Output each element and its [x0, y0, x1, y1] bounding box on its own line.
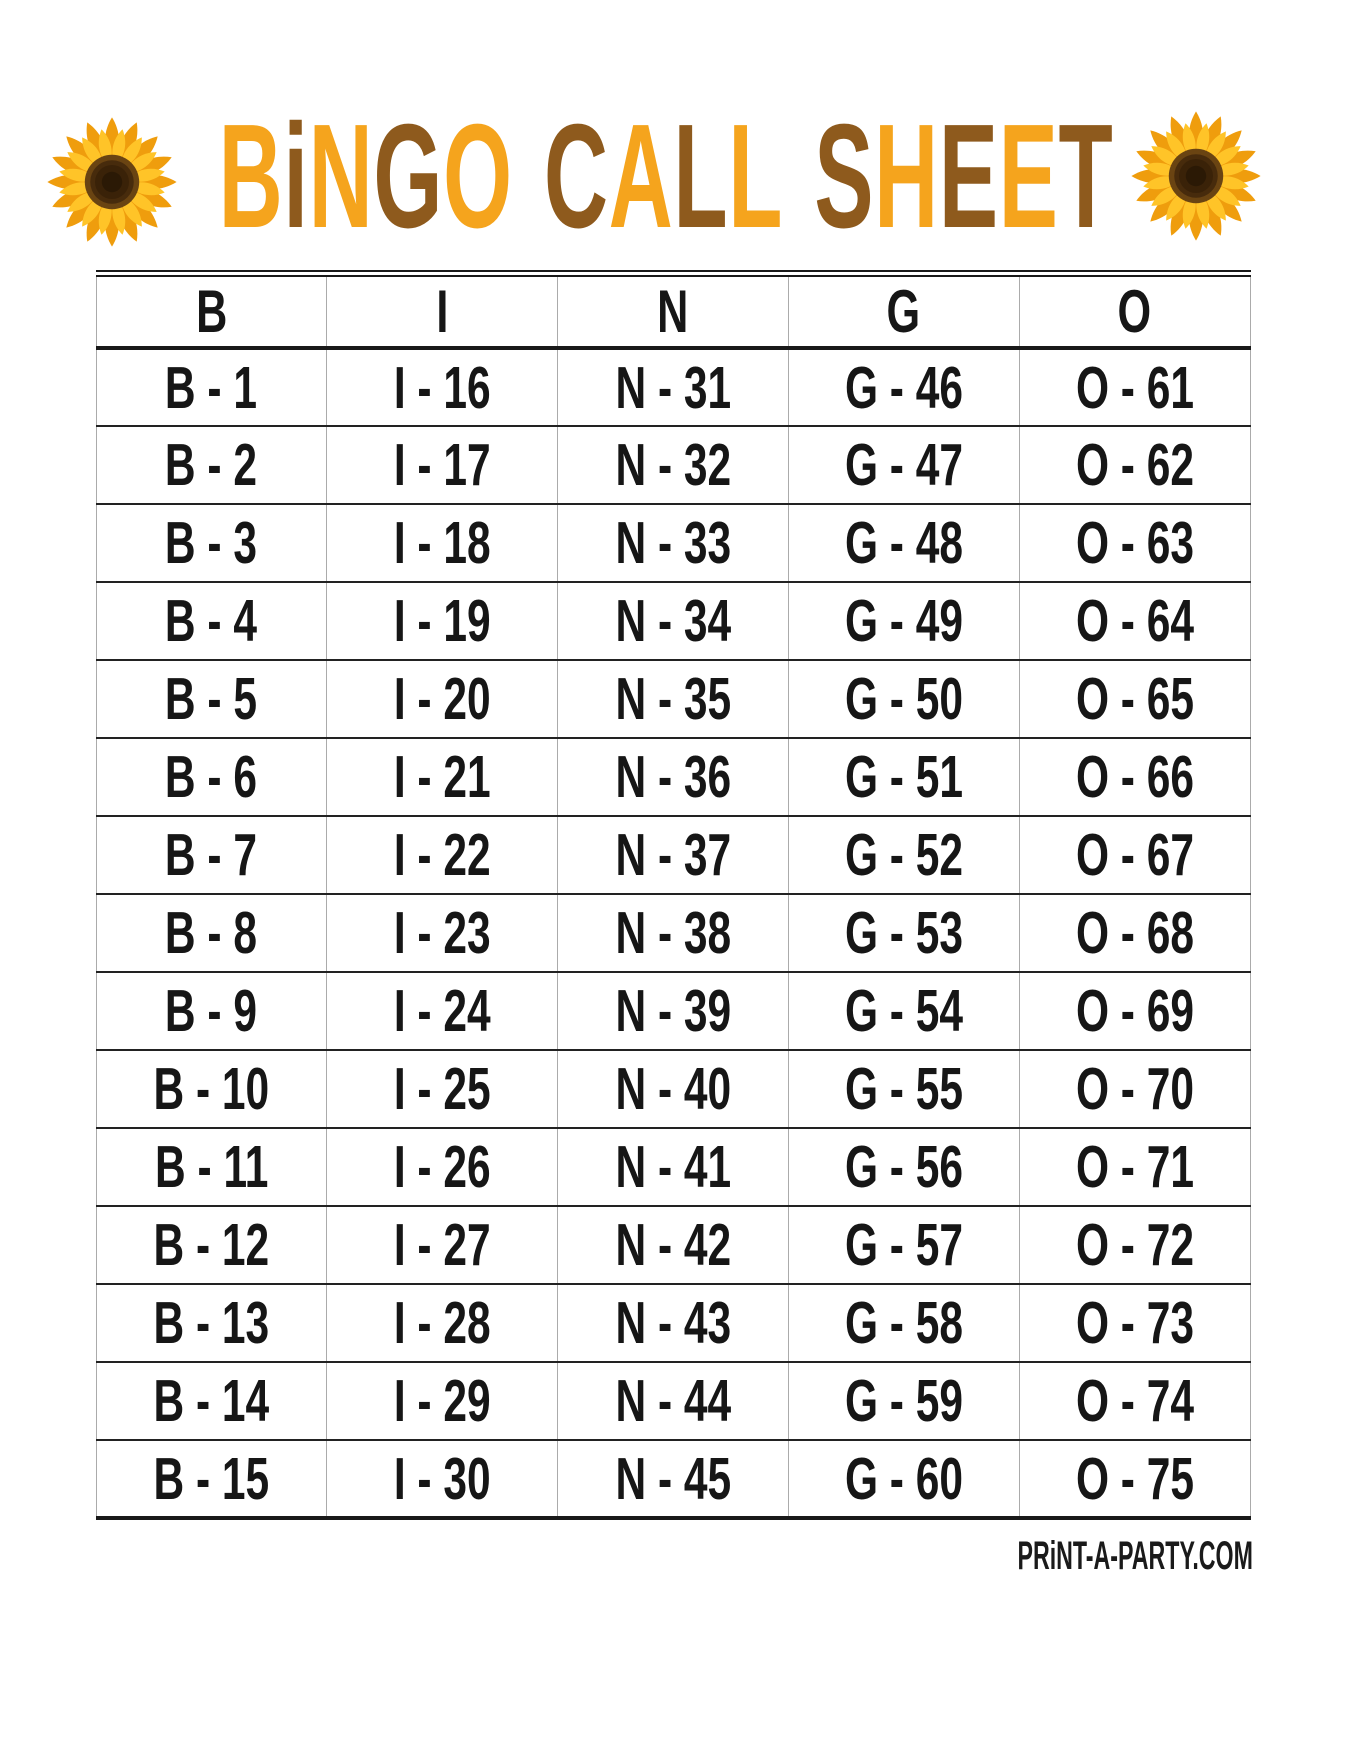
call-cell: [788, 1050, 1019, 1128]
call-cell-label: G - 47: [844, 432, 963, 498]
title-letter: L: [673, 94, 729, 259]
call-cell-label: G - 60: [844, 1445, 963, 1512]
call-cell: [558, 1206, 789, 1284]
call-cell-label: B - 4: [165, 588, 258, 654]
call-cell-label: I - 30: [393, 1445, 491, 1512]
column-header-I: [327, 274, 558, 349]
call-cell: [96, 426, 327, 504]
call-cell-label: O - 73: [1075, 1290, 1194, 1356]
title-letter: T: [1058, 94, 1114, 259]
call-cell: [788, 582, 1019, 660]
call-cell-label: N - 34: [615, 588, 731, 654]
call-cell-label: I - 24: [393, 978, 491, 1044]
table-row: [96, 582, 1250, 660]
call-cell-label: B - 3: [165, 510, 258, 576]
bingo-call-table: [96, 270, 1251, 1520]
table-body: [96, 348, 1250, 1518]
call-cell-label: G - 57: [844, 1212, 963, 1278]
table-row: [96, 1128, 1250, 1206]
table-row: [96, 1440, 1250, 1518]
call-cell-label: N - 32: [615, 432, 731, 498]
call-cell-label: O - 63: [1075, 510, 1194, 576]
page-title: [218, 94, 1114, 259]
call-cell-label: O - 67: [1075, 822, 1194, 888]
call-cell-label: N - 39: [615, 978, 731, 1044]
call-cell: [788, 1284, 1019, 1362]
call-cell-label: B - 14: [153, 1368, 270, 1434]
call-cell: [558, 504, 789, 582]
call-cell-label: N - 31: [615, 354, 731, 421]
call-cell-label: G - 48: [844, 510, 963, 576]
call-cell: [1019, 426, 1250, 504]
call-cell-label: B - 7: [165, 822, 258, 888]
column-header-N: [558, 274, 789, 349]
call-cell: [1019, 1440, 1250, 1518]
call-cell: [1019, 1284, 1250, 1362]
table-row: [96, 972, 1250, 1050]
call-cell: [96, 816, 327, 894]
table-header-row: [96, 274, 1250, 349]
call-cell-label: I - 16: [393, 354, 491, 421]
call-cell: [96, 1050, 327, 1128]
table-row: [96, 660, 1250, 738]
call-cell: [327, 504, 558, 582]
table-row: [96, 426, 1250, 504]
table-row: [96, 348, 1250, 426]
column-header-O: [1019, 274, 1250, 349]
title-letter: N: [308, 94, 374, 259]
call-cell: [327, 426, 558, 504]
call-cell: [96, 1128, 327, 1206]
call-cell: [1019, 1362, 1250, 1440]
call-cell-label: N - 37: [615, 822, 731, 888]
call-cell-label: G - 58: [844, 1290, 963, 1356]
call-cell: [788, 894, 1019, 972]
call-cell-label: O - 74: [1075, 1368, 1194, 1434]
call-cell: [327, 816, 558, 894]
table-row: [96, 504, 1250, 582]
call-cell-label: N - 43: [615, 1290, 731, 1356]
call-cell: [558, 1440, 789, 1518]
call-cell: [1019, 816, 1250, 894]
call-cell-label: G - 55: [844, 1056, 963, 1122]
call-cell-label: B - 13: [153, 1290, 270, 1356]
call-cell-label: I - 22: [393, 822, 491, 888]
title-letter: E: [998, 94, 1059, 259]
call-cell-label: B - 5: [165, 666, 258, 732]
call-cell: [96, 1440, 327, 1518]
call-cell: [96, 894, 327, 972]
call-cell: [558, 894, 789, 972]
call-cell-label: G - 56: [844, 1134, 963, 1200]
call-cell: [327, 738, 558, 816]
call-cell: [788, 972, 1019, 1050]
call-cell-label: I - 21: [393, 744, 491, 810]
title-letter: S: [814, 94, 875, 259]
call-cell: [96, 1362, 327, 1440]
call-cell-label: O - 61: [1075, 354, 1194, 421]
call-cell: [327, 582, 558, 660]
table-row: [96, 1284, 1250, 1362]
title-letter: C: [544, 94, 609, 259]
call-cell-label: G - 53: [844, 900, 963, 966]
call-cell-label: O - 70: [1075, 1056, 1194, 1122]
column-header-label: I: [436, 278, 449, 345]
call-cell-label: I - 17: [393, 432, 491, 498]
call-cell-label: N - 41: [615, 1134, 731, 1200]
call-cell-label: O - 69: [1075, 978, 1194, 1044]
call-cell-label: I - 28: [393, 1290, 491, 1356]
call-cell-label: B - 15: [153, 1445, 270, 1512]
call-cell-label: B - 6: [165, 744, 258, 810]
column-header-label: B: [195, 278, 227, 345]
call-cell: [327, 348, 558, 426]
call-cell: [788, 738, 1019, 816]
title-letter: L: [728, 94, 784, 259]
call-cell-label: B - 1: [165, 354, 258, 421]
call-cell-label: O - 62: [1075, 432, 1194, 498]
call-cell: [96, 582, 327, 660]
call-cell: [788, 426, 1019, 504]
call-cell: [327, 1440, 558, 1518]
call-cell-label: I - 29: [393, 1368, 491, 1434]
call-cell-label: N - 33: [615, 510, 731, 576]
footer: [0, 1536, 1253, 1576]
column-header-B: [96, 274, 327, 349]
call-cell: [788, 1206, 1019, 1284]
call-cell: [96, 972, 327, 1050]
call-cell: [96, 504, 327, 582]
call-cell: [1019, 660, 1250, 738]
call-cell: [327, 1206, 558, 1284]
call-cell-label: N - 45: [615, 1445, 731, 1512]
table-row: [96, 894, 1250, 972]
table-row: [96, 1362, 1250, 1440]
call-cell-label: I - 25: [393, 1056, 491, 1122]
call-cell-label: B - 8: [165, 900, 258, 966]
table-row: [96, 1206, 1250, 1284]
footer-site-label: PRiNT-A-PARTY.COM: [1017, 1534, 1253, 1578]
call-cell-label: I - 26: [393, 1134, 491, 1200]
call-cell: [1019, 1128, 1250, 1206]
call-cell-label: G - 50: [844, 666, 963, 732]
call-cell: [96, 738, 327, 816]
call-cell: [96, 1284, 327, 1362]
column-header-G: [788, 274, 1019, 349]
call-cell-label: O - 66: [1075, 744, 1194, 810]
sunflower-icon: [1128, 108, 1264, 244]
column-header-label: G: [886, 278, 921, 345]
call-cell-label: O - 71: [1075, 1134, 1194, 1200]
call-cell: [1019, 1050, 1250, 1128]
table-row: [96, 738, 1250, 816]
table-row: [96, 816, 1250, 894]
call-cell: [788, 348, 1019, 426]
call-cell-label: N - 42: [615, 1212, 731, 1278]
call-cell: [788, 816, 1019, 894]
call-cell-label: I - 19: [393, 588, 491, 654]
title-letter: B: [218, 94, 284, 259]
call-cell-label: B - 9: [165, 978, 258, 1044]
call-cell: [788, 1362, 1019, 1440]
call-cell-label: N - 38: [615, 900, 731, 966]
call-cell: [558, 660, 789, 738]
call-cell: [327, 1284, 558, 1362]
call-cell-label: B - 2: [165, 432, 258, 498]
call-cell-label: G - 52: [844, 822, 963, 888]
call-cell: [788, 660, 1019, 738]
call-cell: [1019, 894, 1250, 972]
call-cell: [788, 504, 1019, 582]
call-cell-label: N - 35: [615, 666, 731, 732]
title-letter: E: [939, 94, 999, 259]
call-cell: [327, 660, 558, 738]
call-cell: [788, 1128, 1019, 1206]
call-cell: [96, 660, 327, 738]
call-cell-label: O - 72: [1075, 1212, 1194, 1278]
column-header-label: N: [657, 278, 689, 345]
call-cell: [558, 1050, 789, 1128]
call-cell: [558, 816, 789, 894]
call-cell: [1019, 582, 1250, 660]
call-cell-label: G - 49: [844, 588, 963, 654]
call-cell: [1019, 504, 1250, 582]
call-cell-label: I - 23: [393, 900, 491, 966]
call-cell: [558, 972, 789, 1050]
call-cell-label: O - 65: [1075, 666, 1194, 732]
title-letter: H: [874, 94, 940, 259]
call-cell-label: G - 59: [844, 1368, 963, 1434]
call-cell-label: B - 11: [154, 1134, 269, 1200]
call-cell: [327, 1128, 558, 1206]
call-cell: [96, 1206, 327, 1284]
call-cell: [327, 1362, 558, 1440]
table-row: [96, 1050, 1250, 1128]
title-letter: i: [283, 94, 309, 259]
call-cell-label: O - 75: [1075, 1445, 1194, 1512]
call-cell-label: I - 20: [393, 666, 491, 732]
page-header: [0, 92, 1346, 262]
call-cell-label: N - 40: [615, 1056, 731, 1122]
call-cell: [1019, 738, 1250, 816]
call-cell: [558, 1362, 789, 1440]
call-cell: [558, 348, 789, 426]
call-cell: [327, 894, 558, 972]
call-cell-label: G - 51: [844, 744, 963, 810]
title-letter: O: [443, 94, 513, 259]
call-cell: [558, 738, 789, 816]
call-cell: [1019, 348, 1250, 426]
call-cell-label: N - 44: [615, 1368, 731, 1434]
call-cell-label: B - 12: [153, 1212, 270, 1278]
title-letter: A: [608, 94, 674, 259]
call-cell-label: G - 46: [844, 354, 963, 421]
call-cell: [558, 582, 789, 660]
title-letter: G: [373, 94, 444, 259]
call-cell-label: I - 27: [393, 1212, 491, 1278]
call-cell: [558, 1284, 789, 1362]
sunflower-icon: [44, 114, 180, 250]
call-cell: [1019, 972, 1250, 1050]
call-cell-label: B - 10: [153, 1056, 270, 1122]
column-header-label: O: [1117, 278, 1152, 345]
call-cell-label: O - 68: [1075, 900, 1194, 966]
call-cell: [96, 348, 327, 426]
call-cell: [558, 426, 789, 504]
call-cell-label: O - 64: [1075, 588, 1194, 654]
call-cell: [788, 1440, 1019, 1518]
call-cell: [327, 1050, 558, 1128]
call-cell-label: N - 36: [615, 744, 731, 810]
call-cell: [558, 1128, 789, 1206]
call-cell: [327, 972, 558, 1050]
call-cell-label: I - 18: [393, 510, 491, 576]
call-cell-label: G - 54: [844, 978, 963, 1044]
call-cell: [1019, 1206, 1250, 1284]
